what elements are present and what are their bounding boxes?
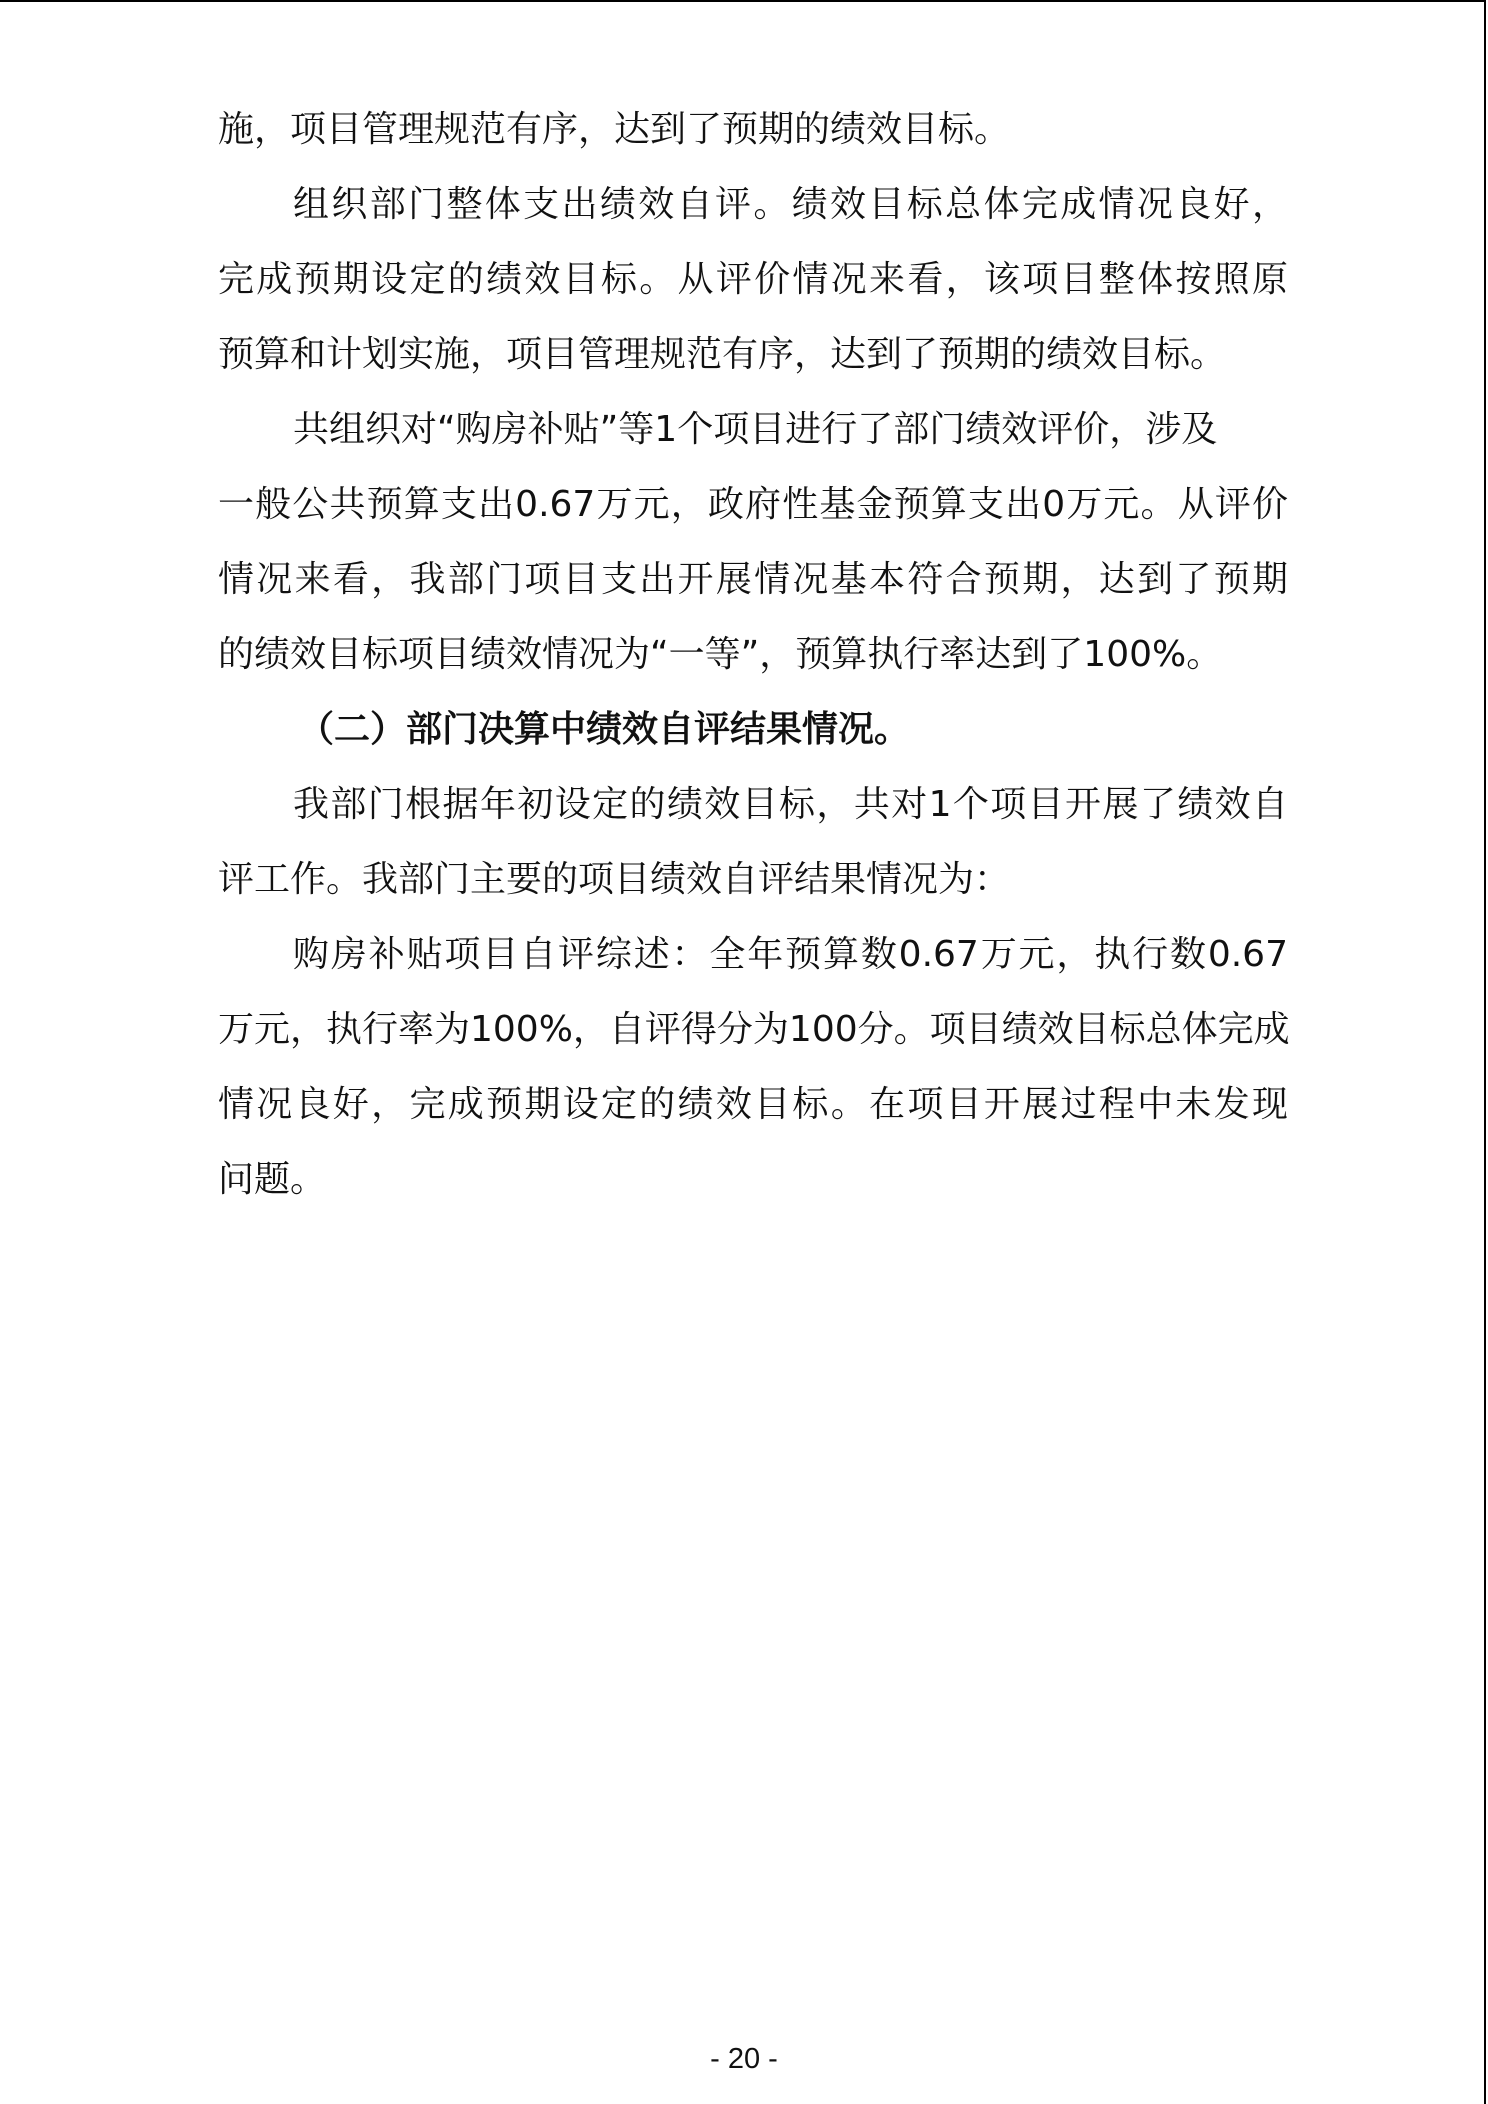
section-heading: （二）部门决算中绩效自评结果情况。 [298, 709, 911, 750]
paragraph-line: 情况良好，完成预期设定的绩效目标。在项目开展过程中未发现 [218, 1084, 1288, 1125]
paragraph-line: 的绩效目标项目绩效情况为“一等”，预算执行率达到了100%。 [218, 634, 1223, 675]
paragraph-line: 购房补贴项目自评综述：全年预算数0.67万元，执行数0.67 [293, 934, 1288, 975]
page-number: - 20 - [710, 2043, 778, 2075]
paragraph-line: 预算和计划实施，项目管理规范有序，达到了预期的绩效目标。 [218, 334, 1227, 375]
paragraph-line: 施，项目管理规范有序，达到了预期的绩效目标。 [218, 109, 1011, 150]
paragraph-line: 情况来看，我部门项目支出开展情况基本符合预期，达到了预期 [218, 559, 1288, 600]
paragraph-line: 完成预期设定的绩效目标。从评价情况来看，该项目整体按照原 [218, 259, 1288, 300]
paragraph-line: 我部门根据年初设定的绩效目标，共对1个项目开展了绩效自 [293, 784, 1288, 825]
paragraph-line: 一般公共预算支出0.67万元，政府性基金预算支出0万元。从评价 [218, 484, 1288, 525]
paragraph-line: 评工作。我部门主要的项目绩效自评结果情况为： [218, 859, 1011, 900]
paragraph-line: 组织部门整体支出绩效自评。绩效目标总体完成情况良好， [293, 184, 1288, 225]
paragraph-line: 万元，执行率为100%，自评得分为100分。项目绩效目标总体完成 [218, 1009, 1290, 1050]
paragraph-line: 问题。 [218, 1159, 327, 1200]
paragraph-line: 共组织对“购房补贴”等1个项目进行了部门绩效评价，涉及 [293, 409, 1218, 450]
